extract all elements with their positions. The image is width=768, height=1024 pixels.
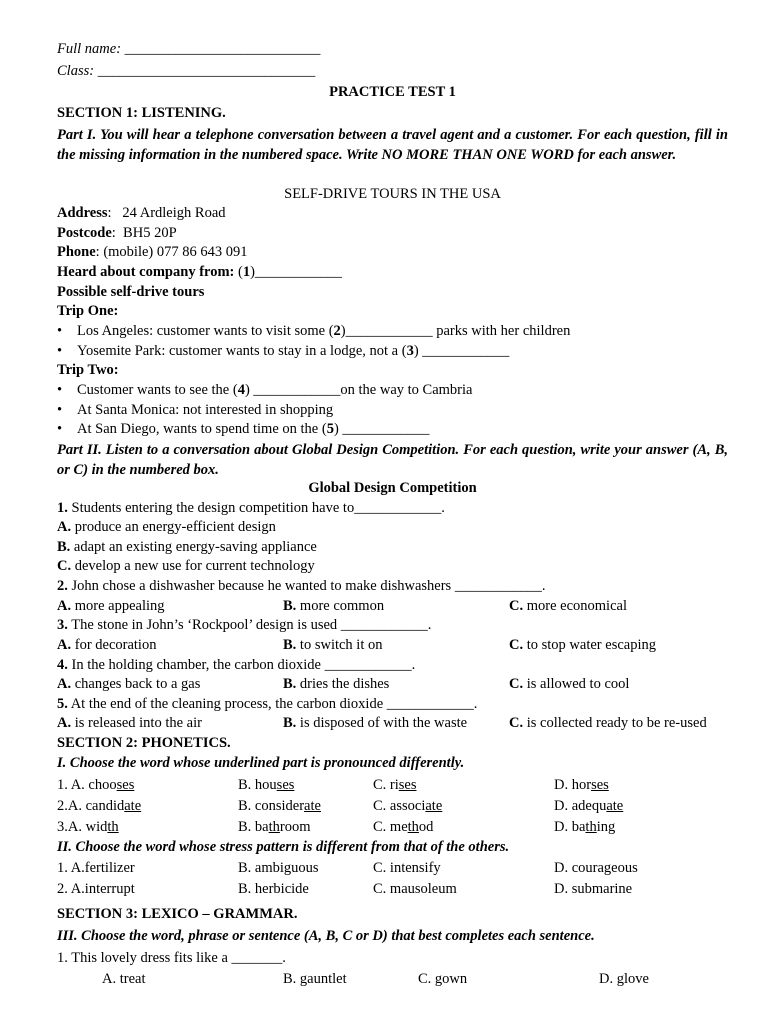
answer-option: A. produce an energy-efficient design: [57, 519, 276, 535]
bullet-icon: •: [57, 421, 63, 437]
answer-option: C. to stop water escaping: [509, 637, 656, 653]
section1-heading: SECTION 1: LISTENING.: [57, 105, 226, 121]
address-label: Address: [57, 205, 108, 221]
answer-option: C. develop a new use for current technology: [57, 558, 315, 574]
word-option: B. herbicide: [238, 881, 309, 897]
word-option: D. submarine: [554, 881, 633, 897]
answer-option: A. for decoration: [57, 637, 157, 653]
question-stem: 3. The stone in John’s ‘Rockpool’ design is used ____________.: [57, 617, 432, 633]
word-option: 2. A.interrupt: [57, 881, 135, 897]
word-option: C. mausoleum: [373, 881, 457, 897]
word-option: C. intensify: [373, 860, 441, 876]
answer-option: B. is disposed of with the waste: [283, 715, 468, 731]
word-option: 3.A. width: [57, 819, 119, 835]
answer-option: C. gown: [418, 971, 468, 987]
answer-option: B. to switch it on: [283, 637, 383, 653]
phone-value: (mobile) 077 86 643 091: [103, 244, 248, 260]
answer-option: A. more appealing: [57, 598, 165, 614]
stress-instructions: II. Choose the word whose stress pattern is different from that of the others.: [57, 839, 510, 855]
word-option: 2.A. candidate: [57, 798, 142, 814]
word-option: B. ambiguous: [238, 860, 319, 876]
question-stem: 4. In the holding chamber, the carbon dioxide ____________.: [57, 657, 416, 673]
bullet-icon: •: [57, 343, 63, 359]
word-option: C. method: [373, 819, 434, 835]
word-option: D. adequate: [554, 798, 624, 814]
part1-instructions: Part I. You will hear a telephone conversation between a travel agent and a customer. For each question, fill in the missing information in the numbered space. Write NO MORE THAN ONE WORD for each answer.: [57, 127, 728, 163]
full-name-label: Full name: [57, 41, 117, 57]
answer-option: B. gauntlet: [283, 971, 347, 987]
full-name-blank: ___________________________: [124, 41, 321, 57]
lexico-instructions: III. Choose the word, phrase or sentence (A, B, C or D) that best completes each sentence.: [57, 928, 595, 944]
postcode-label: Postcode: [57, 225, 112, 241]
possible-tours-label: Possible self-drive tours: [57, 284, 205, 300]
address-value: 24 Ardleigh Road: [122, 205, 226, 221]
class-blank: ______________________________: [97, 63, 316, 79]
full-name-line: Full name: ___________________________: [57, 41, 321, 57]
phone-line: Phone: (mobile) 077 86 643 091: [57, 244, 248, 260]
part2-instructions: Part II. Listen to a conversation about Global Design Competition. For each question, write your answer (A, B, or C) in the numbered box.: [57, 442, 728, 478]
bullet-icon: •: [57, 382, 63, 398]
answer-option: B. dries the dishes: [283, 676, 390, 692]
word-option: B. houses: [238, 777, 295, 793]
word-option: B. considerate: [238, 798, 321, 814]
address-line: Address: 24 Ardleigh Road: [57, 205, 226, 221]
answer-option: A. changes back to a gas: [57, 676, 201, 692]
heard-label: Heard about company from:: [57, 264, 238, 280]
answer-option: A. is released into the air: [57, 715, 202, 731]
pronunciation-instructions: I. Choose the word whose underlined part is pronounced differently.: [57, 755, 465, 771]
bullet-icon: •: [57, 402, 63, 418]
competition-title: Global Design Competition: [308, 480, 477, 496]
answer-option: A. treat: [102, 971, 146, 987]
trip1-label: Trip One:: [57, 303, 119, 319]
question-stem: 2. John chose a dishwasher because he wanted to make dishwashers ____________.: [57, 578, 546, 594]
answer-option: B. more common: [283, 598, 385, 614]
class-line: Class: ______________________________: [57, 63, 316, 79]
word-option: C. rises: [373, 777, 417, 793]
answer-option: C. is collected ready to be re-used: [509, 715, 707, 731]
phone-label: Phone: [57, 244, 96, 260]
answer-option: C. is allowed to cool: [509, 676, 630, 692]
heard-line: Heard about company from: (1)____________: [57, 264, 342, 280]
class-label: Class: [57, 63, 90, 79]
bullet-icon: •: [57, 323, 63, 339]
question-stem: 5. At the end of the cleaning process, the carbon dioxide ____________.: [57, 696, 478, 712]
q1-blank: ____________: [254, 264, 342, 280]
tours-title: SELF-DRIVE TOURS IN THE USA: [284, 186, 501, 202]
trip2-label: Trip Two:: [57, 362, 119, 378]
word-option: D. horses: [554, 777, 609, 793]
section3-heading: SECTION 3: LEXICO – GRAMMAR.: [57, 906, 298, 922]
question-stem: 1. Students entering the design competition have to____________.: [57, 500, 445, 516]
answer-option: B. adapt an existing energy-saving appliance: [57, 539, 317, 555]
word-option: D. bathing: [554, 819, 616, 835]
page-title: PRACTICE TEST 1: [329, 84, 456, 100]
postcode-line: Postcode: BH5 20P: [57, 225, 177, 241]
answer-option: D. glove: [599, 971, 649, 987]
answer-option: C. more economical: [509, 598, 627, 614]
word-option: B. bathroom: [238, 819, 311, 835]
word-option: D. courageous: [554, 860, 638, 876]
section2-heading: SECTION 2: PHONETICS.: [57, 735, 231, 751]
word-option: C. associate: [373, 798, 443, 814]
word-option: 1. A. chooses: [57, 777, 135, 793]
postcode-value: BH5 20P: [123, 225, 177, 241]
question-stem: 1. This lovely dress fits like a _______.: [57, 950, 286, 966]
word-option: 1. A.fertilizer: [57, 860, 135, 876]
q1-number: 1: [242, 264, 251, 280]
